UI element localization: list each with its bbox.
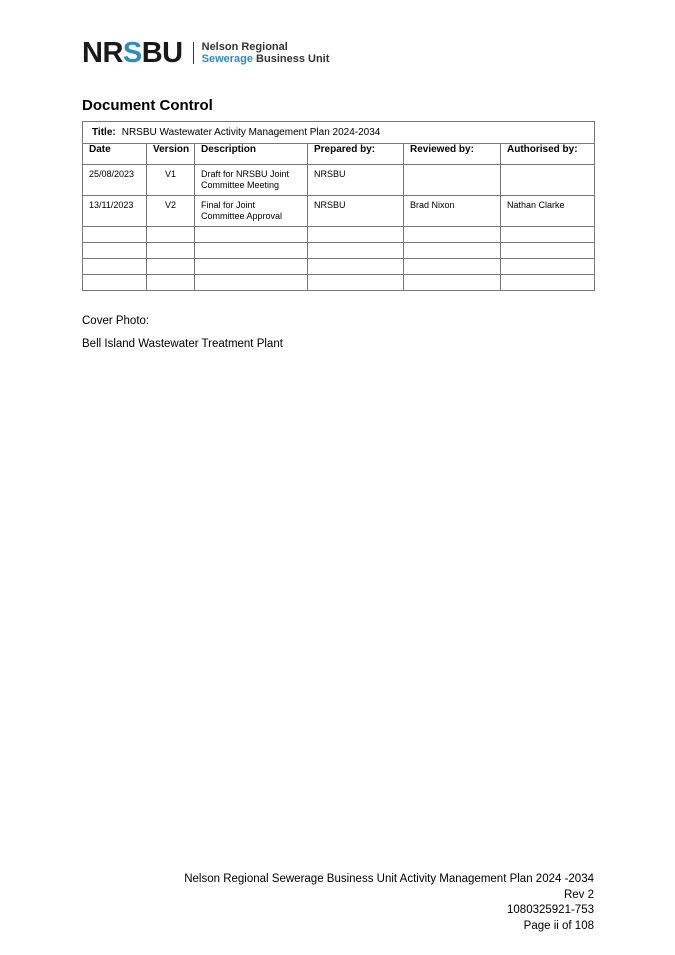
cell-date: 13/11/2023 bbox=[83, 196, 147, 227]
logo-subtitle: Nelson Regional Sewerage Business Unit bbox=[201, 41, 330, 65]
cell-description: Final for Joint Committee Approval bbox=[195, 196, 308, 227]
table-title-row: Title: NRSBU Wastewater Activity Management Plan 2024-2034 bbox=[83, 122, 595, 144]
cell-description: Draft for NRSBU Joint Committee Meeting bbox=[195, 165, 308, 196]
cell-reviewed-by bbox=[404, 165, 501, 196]
empty-row bbox=[83, 243, 595, 259]
page-heading: Document Control bbox=[82, 97, 213, 114]
cover-photo-caption: Bell Island Wastewater Treatment Plant bbox=[82, 338, 283, 350]
cell-authorised-by bbox=[501, 165, 595, 196]
table-header-row bbox=[83, 144, 595, 165]
footer-doc-title: Nelson Regional Sewerage Business Unit Activity Management Plan 2024 -2034 bbox=[184, 873, 594, 885]
empty-row bbox=[83, 259, 595, 275]
cell-version: V1 bbox=[147, 165, 195, 196]
column-header: Reviewed by: bbox=[404, 144, 501, 165]
column-header: Authorised by: bbox=[501, 144, 595, 165]
cell-version: V2 bbox=[147, 196, 195, 227]
empty-row bbox=[83, 227, 595, 243]
page-footer bbox=[184, 872, 594, 934]
empty-row bbox=[83, 275, 595, 291]
cell-prepared-by: NRSBU bbox=[308, 165, 404, 196]
document-control-table bbox=[82, 121, 595, 291]
cover-photo-label: Cover Photo: bbox=[82, 315, 150, 327]
nrsbu-logo bbox=[82, 38, 329, 68]
cell-reviewed-by: Brad Nixon bbox=[404, 196, 501, 227]
table-row bbox=[83, 165, 595, 196]
column-header: Date bbox=[83, 144, 147, 165]
logo-divider bbox=[193, 42, 194, 64]
footer-revision: Rev 2 bbox=[563, 888, 594, 901]
cell-date: 25/08/2023 bbox=[83, 165, 147, 196]
logo-wordmark: NRSBU bbox=[82, 37, 183, 69]
column-header: Description bbox=[195, 144, 308, 165]
column-header: Version bbox=[147, 144, 195, 165]
column-header: Prepared by: bbox=[308, 144, 404, 165]
cell-authorised-by: Nathan Clarke bbox=[501, 196, 595, 227]
footer-page-number: Page ii of 108 bbox=[523, 919, 594, 932]
table-row bbox=[83, 196, 595, 227]
footer-doc-number: 1080325921-753 bbox=[507, 904, 594, 916]
cell-prepared-by: NRSBU bbox=[308, 196, 404, 227]
